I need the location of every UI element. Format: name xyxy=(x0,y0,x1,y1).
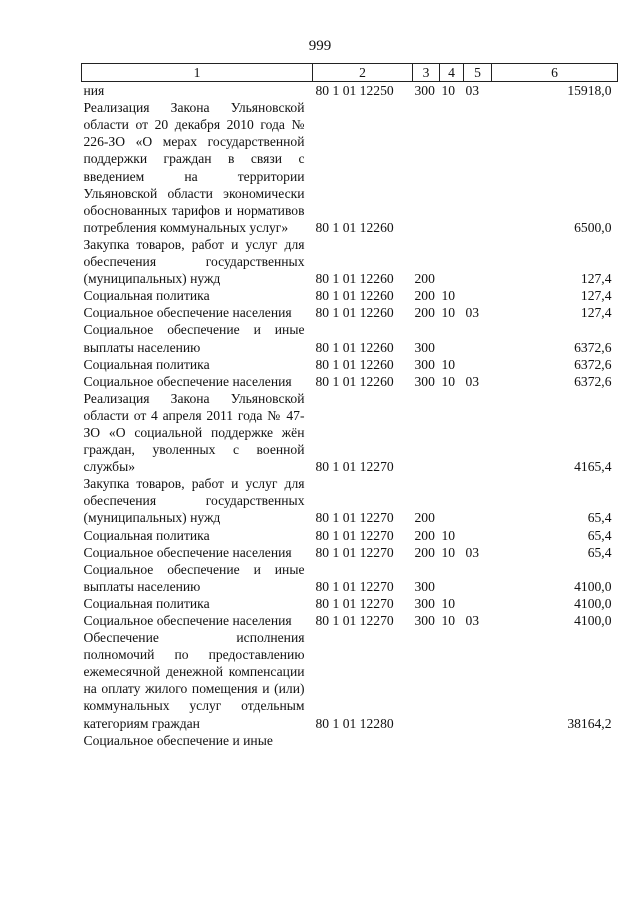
row-code: 80 1 01 12270 xyxy=(315,613,394,628)
header-col-6: 6 xyxy=(492,64,618,82)
table-row xyxy=(82,612,618,629)
row-amount: 15918,0 xyxy=(567,83,612,99)
row-code: 80 1 01 12280 xyxy=(315,715,394,731)
row-code: 80 1 01 12250 xyxy=(315,83,394,99)
row-amount: 6500,0 xyxy=(574,219,612,235)
row-expense-type: 200 xyxy=(414,544,435,560)
row-name: Социальное обеспечение и иные выплаты населению xyxy=(83,561,305,594)
row-name: ния xyxy=(83,83,105,99)
table-row xyxy=(82,595,618,612)
row-name: Социальное обеспечение населения xyxy=(83,305,292,321)
row-expense-type: 200 xyxy=(414,510,435,526)
row-code: 80 1 01 12270 xyxy=(315,544,394,560)
row-code: 80 1 01 12260 xyxy=(315,339,394,355)
row-section: 10 xyxy=(441,527,456,543)
row-amount: 127,4 xyxy=(580,288,612,304)
row-expense-type: 300 xyxy=(414,578,435,594)
row-amount xyxy=(492,732,618,749)
row-expense-type: 300 xyxy=(414,356,435,372)
row-name: Реализация Закона Ульяновской области от 20 декабря 2010 года № 226-ЗО «О мерах государственной поддержки граждан в связи с введением на территории Ульяновской области экономически обоснованных тарифов и нормативов потребления коммунальных услуг» xyxy=(83,100,305,235)
row-section xyxy=(440,732,464,749)
row-subsection xyxy=(464,287,492,304)
table-row xyxy=(82,82,618,100)
row-section: 10 xyxy=(441,613,456,628)
row-expense-type: 200 xyxy=(414,288,435,304)
table-row xyxy=(82,99,618,236)
row-code: 80 1 01 12270 xyxy=(315,510,394,526)
row-amount: 127,4 xyxy=(580,305,612,321)
table-header-row xyxy=(82,64,618,82)
table-row xyxy=(82,475,618,526)
table-row xyxy=(82,236,618,287)
row-code: 80 1 01 12260 xyxy=(315,373,394,389)
row-code xyxy=(313,732,413,749)
header-col-5: 5 xyxy=(464,64,492,82)
table-row xyxy=(82,356,618,373)
budget-table xyxy=(81,63,618,749)
row-subsection xyxy=(464,561,492,595)
row-code: 80 1 01 12270 xyxy=(315,595,394,611)
row-subsection xyxy=(464,236,492,287)
row-subsection xyxy=(464,321,492,355)
row-expense-type: 300 xyxy=(414,613,435,628)
row-subsection xyxy=(464,475,492,526)
row-subsection xyxy=(464,629,492,732)
row-code: 80 1 01 12270 xyxy=(315,459,394,475)
table-row xyxy=(82,390,618,475)
row-amount: 4165,4 xyxy=(574,459,612,475)
row-amount: 4100,0 xyxy=(574,613,612,628)
row-name: Социальное обеспечение населения xyxy=(83,613,292,628)
row-code: 80 1 01 12260 xyxy=(315,271,394,287)
row-section xyxy=(440,475,464,526)
table-row xyxy=(82,373,618,390)
row-code: 80 1 01 12270 xyxy=(315,527,394,543)
row-expense-type xyxy=(413,99,440,236)
table-row xyxy=(82,527,618,544)
row-amount: 65,4 xyxy=(587,510,612,526)
row-section: 10 xyxy=(441,288,456,304)
row-code: 80 1 01 12260 xyxy=(315,356,394,372)
row-name: Социальное обеспечение населения xyxy=(83,544,292,560)
row-amount: 6372,6 xyxy=(574,339,612,355)
table-body xyxy=(82,82,618,749)
row-amount: 4100,0 xyxy=(574,595,612,611)
row-subsection: 03 xyxy=(465,373,480,389)
table-row xyxy=(82,321,618,355)
row-amount: 4100,0 xyxy=(574,578,612,594)
row-expense-type: 300 xyxy=(414,339,435,355)
row-name: Социальное обеспечение и иные xyxy=(83,732,273,748)
table-row xyxy=(82,732,618,749)
row-code: 80 1 01 12260 xyxy=(315,219,394,235)
row-name: Обеспечение исполнения полномочий по предоставлению ежемесячной денежной компенсации на оплату жилого помещения и (или) коммунальных услуг отдельным категориям граждан xyxy=(83,630,305,731)
row-section xyxy=(440,236,464,287)
row-subsection: 03 xyxy=(465,83,480,99)
row-section xyxy=(440,321,464,355)
row-subsection xyxy=(464,99,492,236)
row-section: 10 xyxy=(441,305,456,321)
row-section xyxy=(440,390,464,475)
row-expense-type: 300 xyxy=(414,595,435,611)
table-row xyxy=(82,304,618,321)
row-name: Закупка товаров, работ и услуг для обеспечения государственных (муниципальных) нужд xyxy=(83,236,305,287)
row-amount: 127,4 xyxy=(580,271,612,287)
row-code: 80 1 01 12260 xyxy=(315,288,394,304)
row-subsection xyxy=(464,732,492,749)
row-name: Реализация Закона Ульяновской области от 4 апреля 2011 года № 47-ЗО «О социальной поддержке жён граждан, уволенных с военной службы» xyxy=(83,390,305,475)
row-amount: 6372,6 xyxy=(574,356,612,372)
row-subsection xyxy=(464,527,492,544)
row-expense-type: 300 xyxy=(414,373,435,389)
row-name: Социальное обеспечение населения xyxy=(83,373,292,389)
row-section xyxy=(440,99,464,236)
row-expense-type: 300 xyxy=(414,83,435,99)
row-section: 10 xyxy=(441,595,456,611)
header-col-4: 4 xyxy=(440,64,464,82)
row-subsection xyxy=(464,356,492,373)
row-section xyxy=(440,629,464,732)
table-row xyxy=(82,544,618,561)
table-row xyxy=(82,287,618,304)
row-section xyxy=(440,561,464,595)
row-section: 10 xyxy=(441,544,456,560)
row-section: 10 xyxy=(441,356,456,372)
row-name: Социальная политика xyxy=(83,595,210,611)
row-amount: 38164,2 xyxy=(567,715,612,731)
row-expense-type: 200 xyxy=(414,305,435,321)
row-section: 10 xyxy=(441,83,456,99)
row-subsection: 03 xyxy=(465,544,480,560)
row-code: 80 1 01 12260 xyxy=(315,305,394,321)
row-subsection xyxy=(464,595,492,612)
row-expense-type xyxy=(413,732,440,749)
row-code: 80 1 01 12270 xyxy=(315,578,394,594)
row-subsection: 03 xyxy=(465,305,480,321)
header-col-3: 3 xyxy=(413,64,440,82)
row-name: Социальное обеспечение и иные выплаты населению xyxy=(83,322,305,355)
header-col-2: 2 xyxy=(313,64,413,82)
header-col-1: 1 xyxy=(82,64,313,82)
row-name: Закупка товаров, работ и услуг для обеспечения государственных (муниципальных) нужд xyxy=(83,476,305,526)
row-amount: 6372,6 xyxy=(574,373,612,389)
table-row xyxy=(82,561,618,595)
row-amount: 65,4 xyxy=(587,544,612,560)
row-expense-type xyxy=(413,629,440,732)
row-expense-type: 200 xyxy=(414,527,435,543)
page-number: 999 xyxy=(308,38,332,54)
row-name: Социальная политика xyxy=(83,356,210,372)
table-row xyxy=(82,629,618,732)
row-section: 10 xyxy=(441,373,456,389)
row-subsection xyxy=(464,390,492,475)
row-expense-type xyxy=(413,390,440,475)
row-name: Социальная политика xyxy=(83,527,210,543)
row-name: Социальная политика xyxy=(83,288,210,304)
row-expense-type: 200 xyxy=(414,271,435,287)
row-amount: 65,4 xyxy=(587,527,612,543)
row-subsection: 03 xyxy=(465,613,480,628)
